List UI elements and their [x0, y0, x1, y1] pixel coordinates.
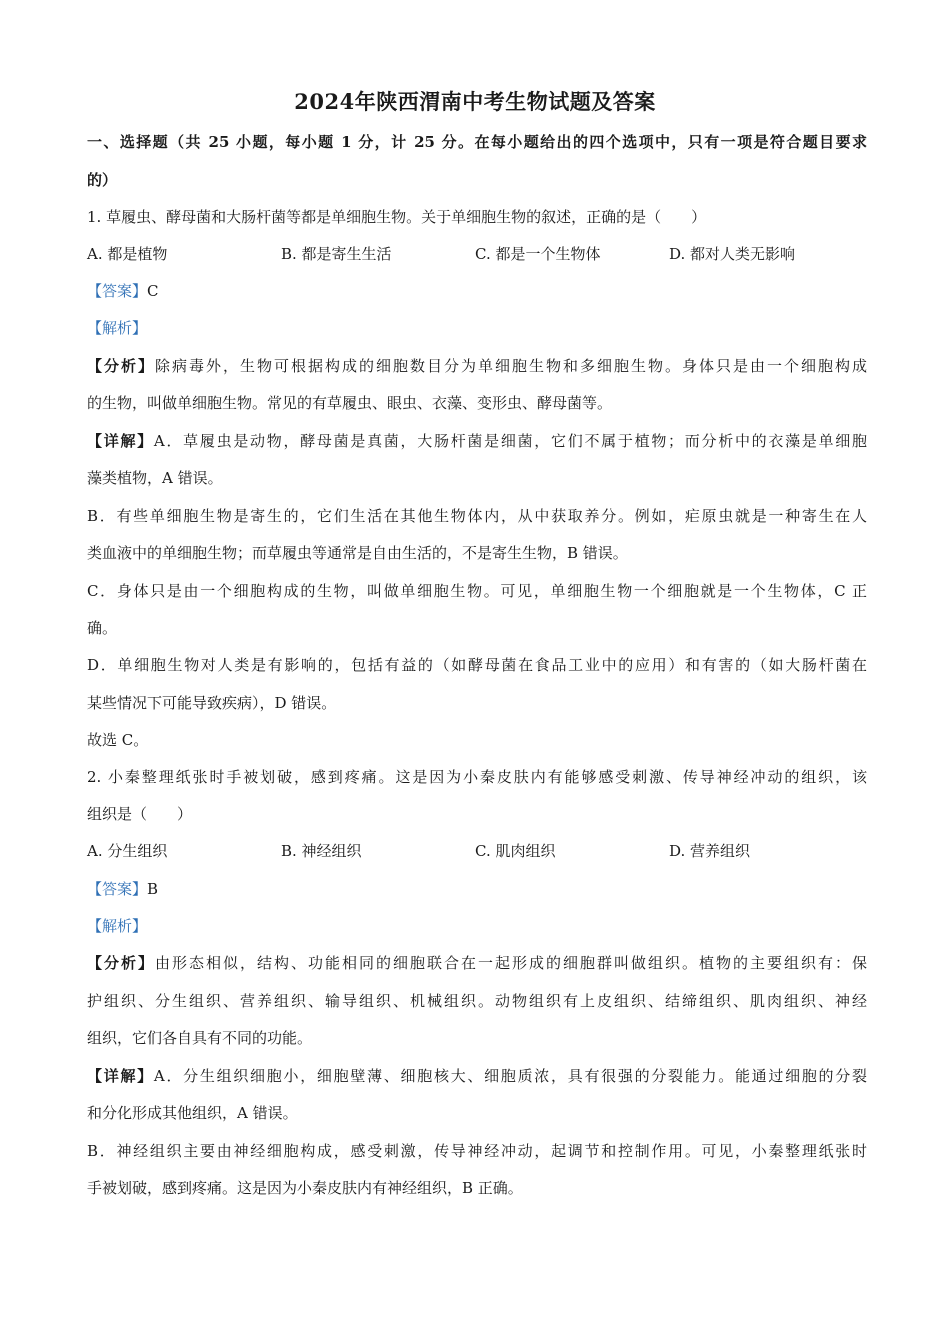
q1-xiangjie-b: B．有些单细胞生物是寄生的，它们生活在其他生物体内，从中获取养分。例如，疟原虫就是一种寄生在人 [87, 507, 867, 525]
answer-label: 【答案】 [87, 880, 148, 898]
q1-conclusion: 故选 C。 [87, 731, 149, 749]
q2-option-b: B. 神经组织 [281, 842, 362, 860]
fenxi-label: 【分析】 [87, 357, 155, 375]
q2-fenxi-cont2: 组织，它们各自具有不同的功能。 [87, 1029, 313, 1047]
section-header-cont: 的） [87, 171, 118, 189]
q1-option-a: A. 都是植物 [87, 245, 168, 263]
q2-option-a: A. 分生组织 [87, 842, 168, 860]
section-header: 一、选择题（共 25 小题，每小题 1 分，计 25 分。在每小题给出的四个选项中，只有一项是符合题目要求 [87, 133, 867, 151]
q2-stem-cont: 组织是（ ） [87, 805, 193, 823]
q1-answer-value: C [147, 282, 159, 300]
xiangjie-label: 【详解】 [87, 1067, 154, 1085]
q1-xiangjie-c: C．身体只是由一个细胞构成的生物，叫做单细胞生物。可见，单细胞生物一个细胞就是一个生物体，C 正 [87, 582, 867, 600]
q1-xiangjie-b-cont: 类血液中的单细胞生物；而草履虫等通常是自由生活的，不是寄生生物，B 错误。 [87, 544, 628, 562]
q1-xiangjie-a-cont: 藻类植物，A 错误。 [87, 469, 223, 487]
q1-answer [87, 281, 867, 301]
q1-stem: 1. 草履虫、酵母菌和大肠杆菌等都是单细胞生物。关于单细胞生物的叙述，正确的是（ ） [87, 208, 707, 226]
q2-answer [87, 879, 867, 899]
document-title: 2024年陕西渭南中考生物试题及答案 [294, 89, 656, 114]
q2-xj-a-text: A．分生组织细胞小，细胞壁薄、细胞核大、细胞质浓，具有很强的分裂能力。能通过细胞的分裂 [153, 1067, 867, 1085]
q2-fenxi [87, 953, 867, 973]
q2-xiangjie-a-cont: 和分化形成其他组织，A 错误。 [87, 1104, 298, 1122]
fenxi-label: 【分析】 [87, 954, 155, 972]
q2-xiangjie-b: B．神经组织主要由神经细胞构成，感受刺激，传导神经冲动，起调节和控制作用。可见，小秦整理纸张时 [87, 1142, 867, 1160]
q1-fenxi [87, 356, 867, 376]
q1-xiangjie-a [87, 431, 867, 451]
q1-xiangjie-d: D．单细胞生物对人类是有影响的，包括有益的（如酵母菌在食品工业中的应用）和有害的（如大肠杆菌在 [87, 656, 867, 674]
q2-option-d: D. 营养组织 [669, 842, 751, 860]
q2-fenxi-text: 由形态相似，结构、功能相同的细胞联合在一起形成的细胞群叫做组织。植物的主要组织有：保 [155, 954, 867, 972]
q2-xiangjie-b-cont: 手被划破，感到疼痛。这是因为小秦皮肤内有神经组织，B 正确。 [87, 1179, 523, 1197]
q1-analysis-label: 【解析】 [87, 319, 148, 337]
q2-xiangjie-a [87, 1066, 867, 1086]
xiangjie-label: 【详解】 [87, 432, 154, 450]
q1-option-c: C. 都是一个生物体 [475, 245, 601, 263]
q2-analysis-label: 【解析】 [87, 917, 148, 935]
q1-fenxi-text: 除病毒外，生物可根据构成的细胞数目分为单细胞生物和多细胞生物。身体只是由一个细胞构成 [155, 357, 867, 375]
q1-option-b: B. 都是寄生生活 [281, 245, 392, 263]
q1-option-d: D. 都对人类无影响 [669, 245, 796, 263]
q2-stem: 2. 小秦整理纸张时手被划破，感到疼痛。这是因为小秦皮肤内有能够感受刺激、传导神经冲动的组织，该 [87, 768, 867, 786]
q1-fenxi-cont: 的生物，叫做单细胞生物。常见的有草履虫、眼虫、衣藻、变形虫、酵母菌等。 [87, 394, 613, 412]
q1-xiangjie-c-cont: 确。 [87, 619, 118, 637]
q2-fenxi-cont: 护组织、分生组织、营养组织、输导组织、机械组织。动物组织有上皮组织、结缔组织、肌肉组织、神经 [87, 992, 867, 1010]
q1-xiangjie-d-cont: 某些情况下可能导致疾病），D 错误。 [87, 694, 337, 712]
q2-answer-value: B [147, 880, 159, 898]
answer-label: 【答案】 [87, 282, 148, 300]
q2-option-c: C. 肌肉组织 [475, 842, 556, 860]
q1-xj-a-text: A．草履虫是动物，酵母菌是真菌，大肠杆菌是细菌，它们不属于植物；而分析中的衣藻是单细胞 [153, 432, 867, 450]
